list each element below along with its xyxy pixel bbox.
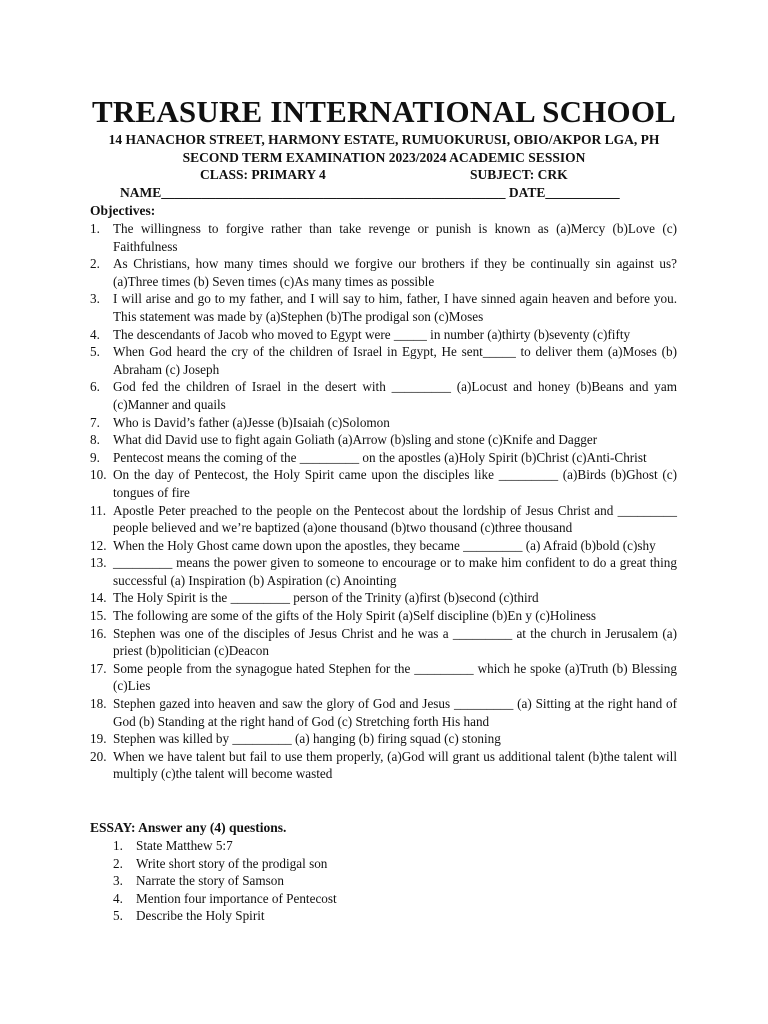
objective-question-text: Stephen gazed into heaven and saw the glory of God and Jesus _________ (a) Sitting at the right hand of God (b) Standing at the right hand of God (c) Stretching forth His hand [113, 696, 677, 729]
essay-question-number: 2. [113, 855, 123, 871]
school-address: 14 HANACHOR STREET, HARMONY ESTATE, RUMUOKURUSI, OBIO/AKPOR LGA, PH [108, 132, 660, 147]
objective-question-number: 10. [90, 467, 107, 483]
essay-question-item [113, 890, 673, 908]
objective-question-text: Apostle Peter preached to the people on the Pentecost about the lordship of Jesus Christ and _________ people believed and we’re baptized (a)one thousand (b)two thousand (c)three thousand [113, 502, 677, 536]
essay-question-item [113, 872, 673, 890]
objective-question-number: 2. [90, 256, 100, 272]
objective-question-text: When we have talent but fail to use them properly, (a)God will grant us additional talent (b)the talent will multiply (c)the talent will become wasted [113, 748, 677, 782]
objective-question-text: Pentecost means the coming of the _________ on the apostles (a)Holy Spirit (b)Christ (c)Anti-Christ [113, 449, 647, 465]
exam-title: SECOND TERM EXAMINATION 2023/2024 ACADEMIC SESSION [182, 150, 586, 165]
subject-label: SUBJECT: CRK [470, 167, 568, 182]
essay-heading: ESSAY: Answer any (4) questions. [90, 820, 287, 835]
objective-question-text: On the day of Pentecost, the Holy Spirit came upon the disciples like _________ (a)Birds (b)Ghost (c) tongues of fire [113, 467, 677, 500]
essay-question-text: Mention four importance of Pentecost [136, 890, 337, 906]
objective-question-text: When God heard the cry of the children of Israel in Egypt, He sent_____ to deliver them (a)Moses (b) Abraham (c) Joseph [113, 344, 677, 377]
essay-question-number: 4. [113, 890, 123, 906]
objective-question-number: 13. [90, 555, 107, 571]
objective-question-text: God fed the children of Israel in the desert with _________ (a)Locust and honey (b)Beans and yam (c)Manner and quails [113, 379, 677, 412]
objective-question-text: The Holy Spirit is the _________ person of the Trinity (a)first (b)second (c)third [113, 590, 539, 606]
objective-question-number: 12. [90, 537, 107, 553]
objective-question-number: 7. [90, 414, 100, 430]
objective-question-item [90, 748, 677, 783]
school-name: TREASURE INTERNATIONAL SCHOOL [91, 94, 677, 129]
objective-question-number: 8. [90, 432, 100, 448]
objective-question-item [90, 660, 677, 695]
essay-question-text: Describe the Holy Spirit [136, 908, 265, 924]
objective-question-text: What did David use to fight again Goliath (a)Arrow (b)sling and stone (c)Knife and Dagger [113, 432, 598, 448]
objective-question-item [90, 431, 677, 449]
objective-question-item [90, 589, 677, 607]
objective-question-item [90, 695, 677, 730]
essay-question-item [113, 907, 673, 925]
essay-question-number: 5. [113, 908, 123, 924]
objective-question-text: Stephen was one of the disciples of Jesus Christ and he was a _________ at the church in Jerusalem (a) priest (b)politician (c)Deacon [113, 625, 677, 659]
essay-question-item [113, 837, 673, 855]
objective-question-number: 5. [90, 344, 100, 360]
objective-question-text: _________ means the power given to someone to encourage or to make him confident to do a great thing successful (a) Inspiration (b) Aspiration (c) Anointing [113, 555, 677, 588]
objective-question-item [90, 326, 677, 344]
objective-question-item [90, 414, 677, 432]
objective-question-item [90, 625, 677, 660]
objective-question-item [90, 730, 677, 748]
essay-question-text: State Matthew 5:7 [136, 838, 233, 853]
objective-question-text: I will arise and go to my father, and I will say to him, father, I have sinned again heaven and before you. This statement was made by (a)Stephen (b)The prodigal son (c)Moses [113, 291, 677, 324]
name-date-line: NAME___________________________________________________ DATE___________ [120, 185, 620, 200]
objective-question-text: As Christians, how many times should we forgive our brothers if they be continually sin against us? (a)Three times (b) Seven times (c)As many times as possible [113, 256, 677, 289]
essay-question-text: Write short story of the prodigal son [136, 855, 328, 871]
objective-question-number: 18. [90, 696, 107, 712]
essay-question-item [113, 855, 673, 873]
objective-question-item [90, 502, 677, 537]
objectives-heading: Objectives: [90, 203, 156, 218]
essay-question-number: 1. [113, 838, 123, 853]
objective-question-item [90, 378, 677, 413]
objective-question-text: Some people from the synagogue hated Stephen for the _________ which he spoke (a)Truth (b) Blessing (c)Lies [113, 660, 677, 694]
objective-question-number: 9. [90, 449, 100, 465]
objective-question-number: 3. [90, 291, 100, 307]
objective-question-text: Who is David’s father (a)Jesse (b)Isaiah (c)Solomon [113, 414, 390, 430]
objective-question-item [90, 554, 677, 589]
objective-question-text: The following are some of the gifts of the Holy Spirit (a)Self discipline (b)En y (c)Holiness [113, 608, 597, 624]
objective-question-item [90, 537, 677, 555]
objective-question-text: The descendants of Jacob who moved to Egypt were _____ in number (a)thirty (b)seventy (c)fifty [113, 326, 631, 342]
objective-question-item [90, 290, 677, 325]
objective-question-number: 6. [90, 379, 100, 395]
objective-question-text: Stephen was killed by _________ (a) hanging (b) firing squad (c) stoning [113, 731, 501, 747]
essay-question-text: Narrate the story of Samson [136, 873, 284, 889]
objective-question-item [90, 220, 677, 255]
objective-question-text: The willingness to forgive rather than take revenge or punish is known as (a)Mercy (b)Love (c) Faithfulness [113, 221, 677, 254]
objective-question-number: 17. [90, 660, 107, 676]
objective-question-number: 16. [90, 625, 107, 641]
objective-question-item [90, 255, 677, 290]
objective-question-number: 11. [90, 502, 106, 518]
objective-question-item [90, 466, 677, 501]
objective-question-number: 15. [90, 608, 107, 624]
objective-question-number: 20. [90, 748, 107, 764]
objective-question-item [90, 449, 677, 467]
objective-question-item [90, 343, 677, 378]
objective-question-number: 1. [90, 221, 100, 236]
class-label: CLASS: PRIMARY 4 [200, 167, 326, 182]
objective-question-number: 4. [90, 326, 100, 342]
objective-question-text: When the Holy Ghost came down upon the apostles, they became _________ (a) Afraid (b)bold (c)shy [113, 537, 656, 553]
objective-questions-list [90, 220, 677, 783]
objective-question-number: 14. [90, 590, 107, 606]
objective-question-number: 19. [90, 731, 107, 747]
essay-questions-list [113, 837, 673, 925]
essay-question-number: 3. [113, 873, 123, 889]
objective-question-item [90, 607, 677, 625]
